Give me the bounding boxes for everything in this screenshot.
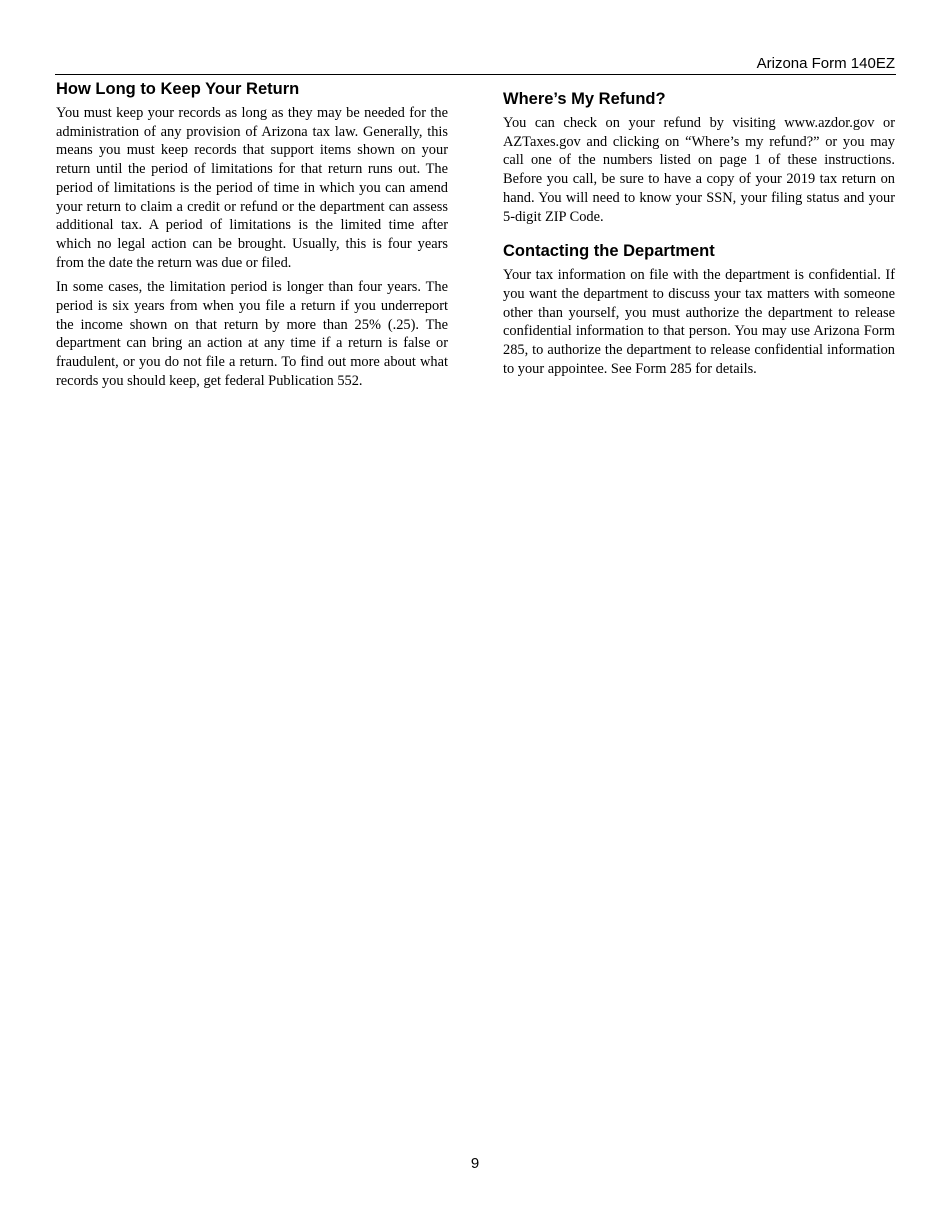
keep-return-heading: How Long to Keep Your Return bbox=[56, 80, 300, 98]
contact-paragraph: Your tax information on file with the department is confidential. If you want the department to discuss your tax matters with someone other than yourself, you must authorize the department to release confidential information to that person. You may use Arizona Form 285, to authorize the department to release confidential information to your appointee. See Form 285 for details. bbox=[503, 267, 895, 377]
refund-paragraph: You can check on your refund by visiting www.azdor.gov or AZTaxes.gov and clicking on “Where’s my refund?” or you may call one of the numbers listed on page 1 of these instructions. Before you call, be sure to have a copy of your 2019 tax return on hand. You will need to know your SSN, your filing status and your 5-digit ZIP Code. bbox=[503, 115, 895, 225]
keep-return-paragraph-1: You must keep your records as long as they may be needed for the administration of any provision of Arizona tax law. Generally, this means you must keep records that support items shown on your return until the period of limitations for that return runs out. The period of limitations is the period of time in which you can amend your return to claim a credit or refund or the department can assess additional tax. A period of limitations is the limited time after which no legal action can be brought. Usually, this is four years from the date the return was due or filed. bbox=[56, 105, 448, 271]
keep-return-paragraph-2: In some cases, the limitation period is longer than four years. The period is six years from when you file a return if you underreport the income shown on that return by more than 25% (.25). The department can bring an action at any time if a return is false or fraudulent, or you do not file a return. To find out more about what records you should keep, get federal Publication 552. bbox=[56, 279, 448, 389]
left-column bbox=[56, 79, 448, 397]
form-title: Arizona Form 140EZ bbox=[756, 55, 895, 72]
contact-heading: Contacting the Department bbox=[503, 242, 715, 261]
right-column bbox=[503, 89, 895, 384]
refund-heading: Where’s My Refund? bbox=[503, 90, 666, 108]
header-divider bbox=[55, 74, 896, 75]
page-number: 9 bbox=[470, 1155, 480, 1172]
